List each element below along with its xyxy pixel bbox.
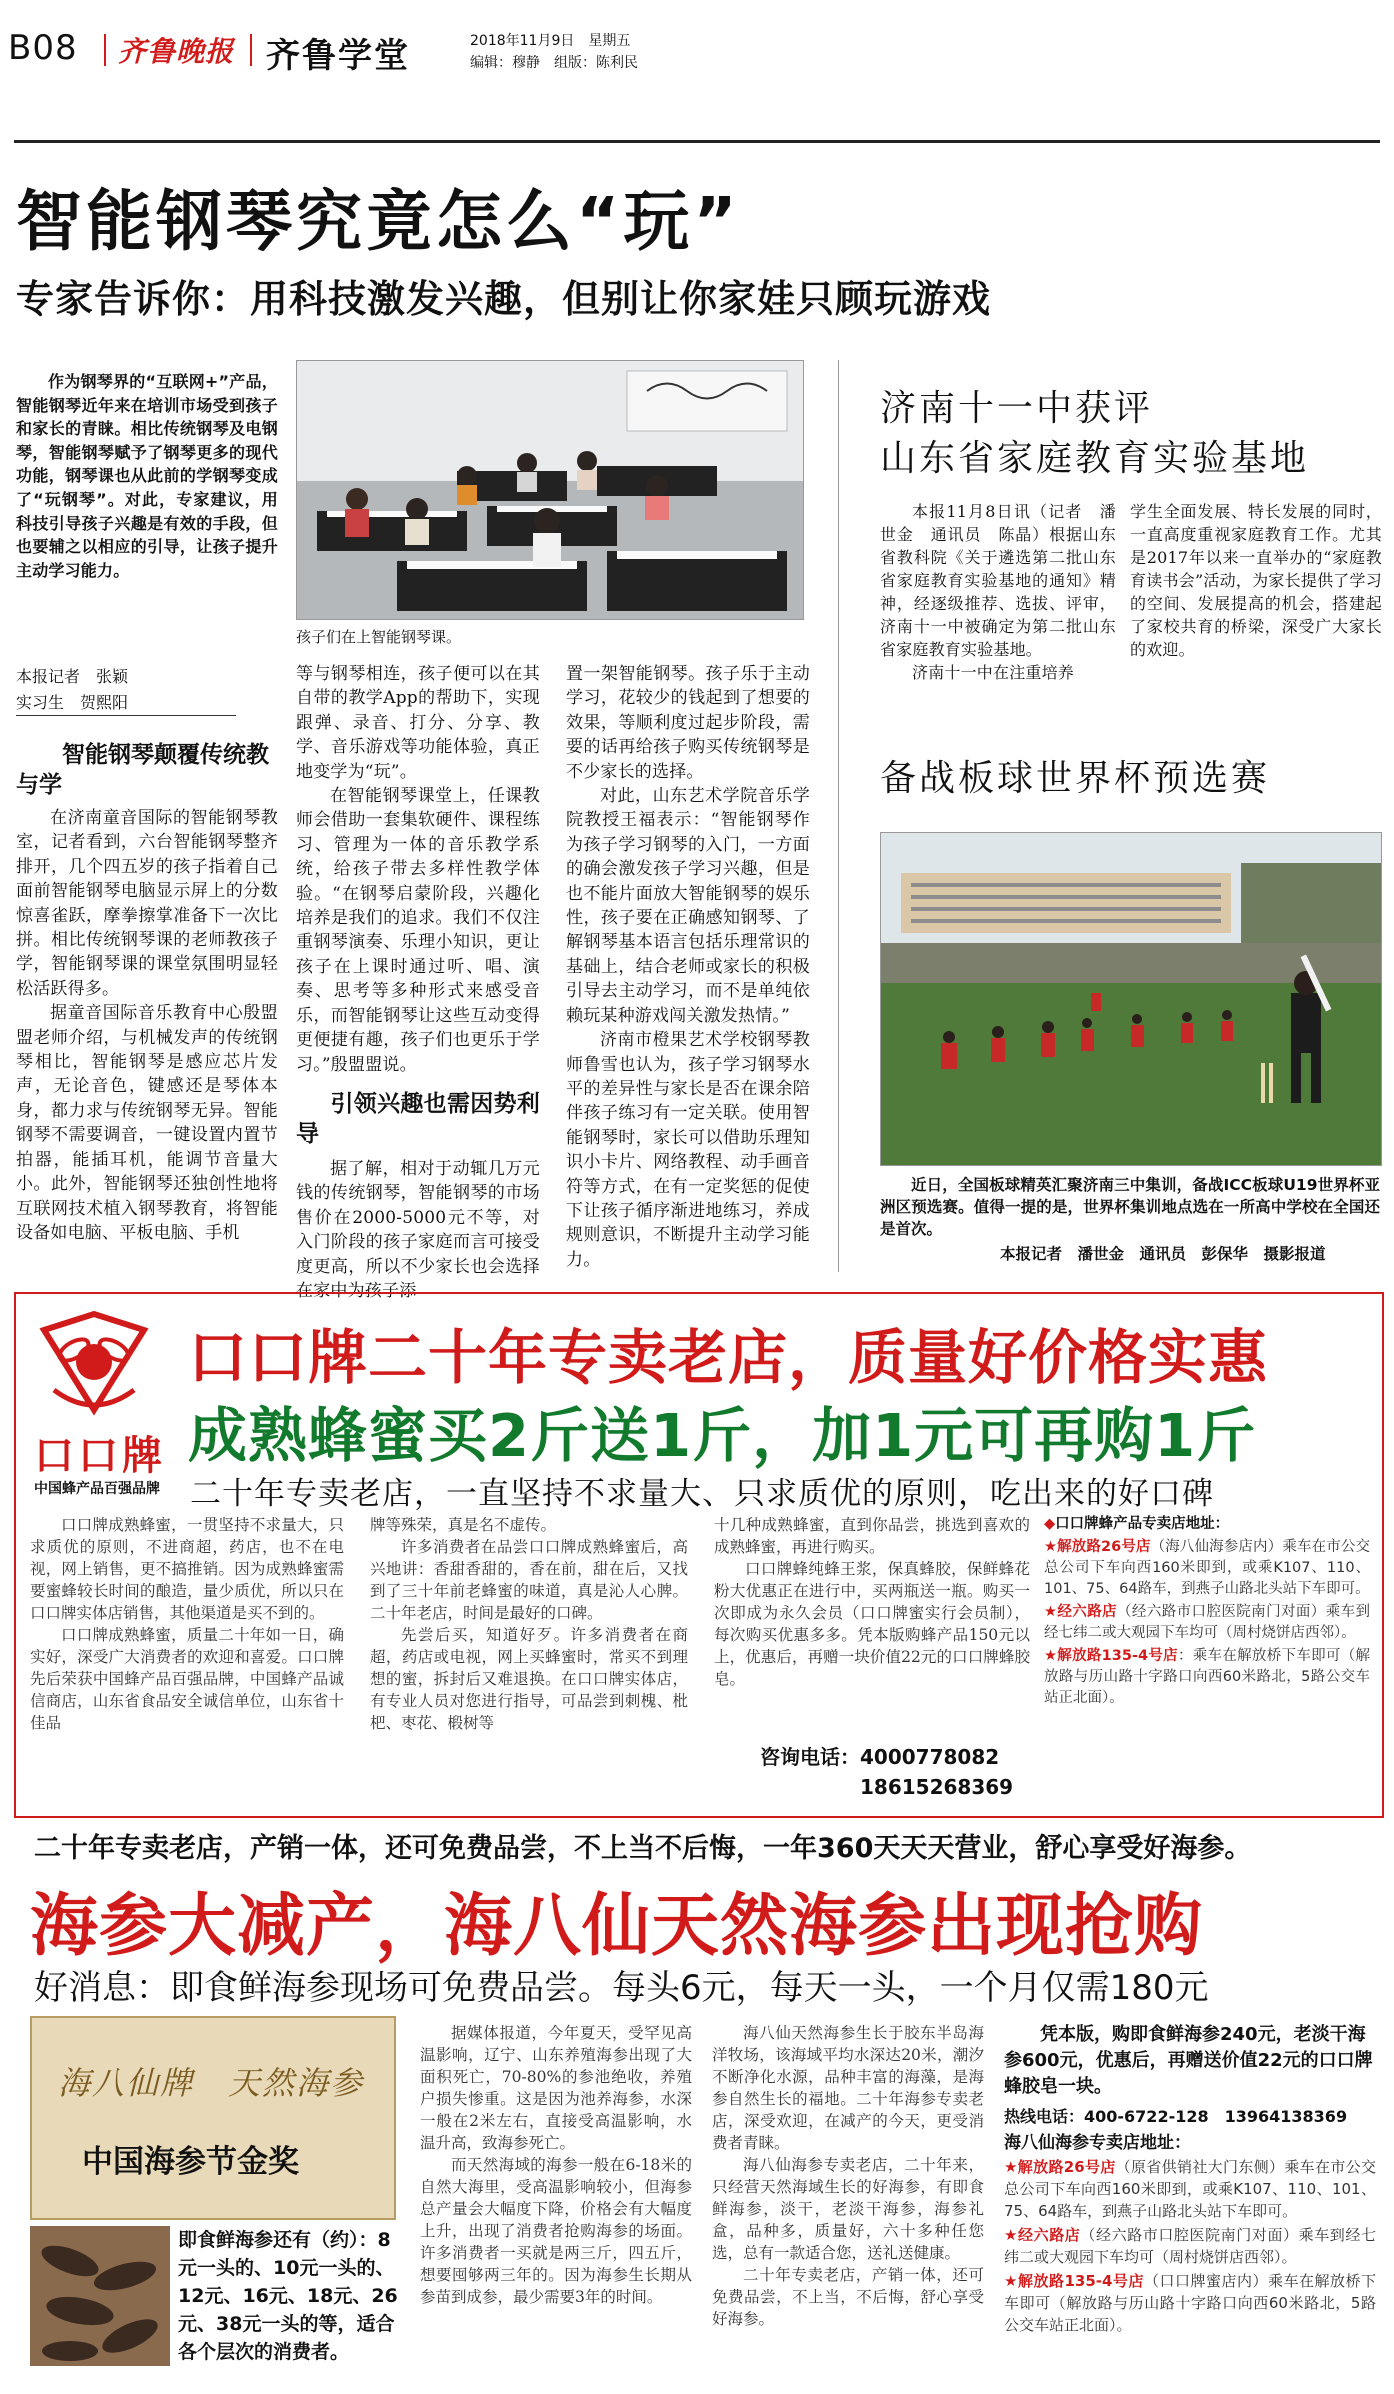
header-rule — [14, 140, 1380, 143]
ad2-col2-para2: 海八仙海参专卖老店，二十年来，只经营天然海域生长的好海参，有即食鲜海参，淡干，老淡干海参，海参礼盒，品种多，质量好，六十多种任您选，总有一款适合您，送礼送健康。 — [712, 2156, 984, 2262]
col1-para1: 在济南童音国际的智能钢琴教室，记者看到，六台智能钢琴整齐排开，几个四五岁的孩子指着自己面前智能钢琴电脑显示屏上的分数惊喜雀跃，摩拳擦掌准备下一次比拼。相比传统钢琴课的老师教孩子学，智能钢琴课的课堂氛围明显轻松活跃得多。 — [16, 808, 278, 999]
ad1-addr-title — [1044, 1514, 1370, 1535]
sea-cucumber-photo — [30, 2226, 170, 2366]
ad2-offer: 凭本版，购即食鲜海参240元，老淡干海参600元，优惠后，再赠送价值22元的口口牌蜂胶皂一块。 — [1004, 2024, 1373, 2097]
ad1-col1 — [30, 1514, 344, 1734]
photo-caption: 孩子们在上智能钢琴课。 — [296, 628, 462, 646]
ad2-addresses — [1004, 2132, 1376, 2338]
ad1-phone-label: 咨询电话： — [760, 1745, 860, 1769]
ad1-addr1-name: ★解放路26号店 — [1044, 1539, 1151, 1555]
news1-col1 — [880, 500, 1116, 684]
col2-para1: 等与钢琴相连，孩子便可以在其自带的教学App的帮助下，实现跟弹、录音、打分、分享、教学、音乐游戏等功能体验，真正地变学为“玩”。 — [296, 664, 540, 782]
ad1-phone1: 4000778082 — [860, 1745, 1000, 1769]
ad1-col2-para1: 牌等殊荣，真是名不虚传。 — [370, 1516, 557, 1534]
ad1-addr3-name: ★解放路135-4号店 — [1044, 1648, 1178, 1664]
col2-para2: 在智能钢琴课堂上，任课教师会借助一套集软硬件、课程练习、管理为一体的音乐教学系统，给孩子带去多样性教学体验。“在钢琴启蒙阶段，兴趣化培养是我们的追求。我们不仅注重钢琴演奏、乐理小知识，更让孩子在上课时通过听、唱、演奏、思考等多种形式来感受音乐，而智能钢琴让这些互动变得更便捷有趣，孩子们也更乐于学习。”殷盟盟说。 — [296, 786, 540, 1075]
section2-title: 引领兴趣也需因势利导 — [296, 1090, 540, 1147]
news1-title-line2: 山东省家庭教育实验基地 — [880, 438, 1310, 479]
ad1-logo — [34, 1310, 154, 1420]
ad1-phone-line — [760, 1742, 1013, 1772]
ad1-brand: 口口牌 — [34, 1433, 166, 1479]
ad1-addr2 — [1044, 1602, 1370, 1644]
ad1-phone2: 18615268369 — [860, 1775, 1014, 1799]
piano-class-photo — [296, 360, 804, 620]
col3-para2: 对此，山东艺术学院音乐学院教授王福表示：“智能钢琴作为孩子学习钢琴的入门，一方面的确会激发孩子学习兴趣，但是也不能片面放大智能钢琴的娱乐性，孩子要在正确感知钢琴、了解钢琴基本语言包括乐理常识的基础上，结合老师或家长的积极引导去主动学习，而不是单纯依赖玩某种游戏闯关激发热情。” — [566, 786, 810, 1026]
ad2-addr-title: 海八仙海参专卖店地址： — [1004, 2133, 1191, 2153]
ad2-addr3-text: （口口牌蜜店内）乘车在解放桥下车即可（解放路与历山路十字路口向西60米路北，5路公交车站正北面）。 — [1004, 2272, 1376, 2334]
byline-reporter: 本报记者 张颖 — [16, 667, 129, 686]
news1-para2: 济南十一中在注重培养 — [912, 663, 1075, 682]
ad2-banner: 二十年专卖老店，产销一体，还可免费品尝，不上当不后悔，一年360天天天营业，舒心享受好海参。 — [34, 1833, 1252, 1864]
editors-line: 编辑：穆静 组版：陈利民 — [470, 55, 638, 71]
ad2-addr1 — [1004, 2156, 1376, 2222]
article-col3 — [566, 662, 810, 1272]
ad1-col2-para3: 先尝后买，知道好歹。许多消费者在商超，药店或电视，网上买蜂蜜时，常买不到理想的蜜，拆封后又难退换。在口口牌实体店，有专业人员对您进行指导，可品尝到刺槐、枇杷、枣花、椴树等 — [370, 1626, 688, 1732]
ad1-col1-para2: 口口牌成熟蜂蜜，质量二十年如一日，确实好，深受广大消费者的欢迎和喜爱。口口牌先后荣获中国蜂产品百强品牌，中国蜂产品诚信商店，山东省食品安全诚信单位，山东省十佳品 — [30, 1626, 344, 1732]
ad2-col1 — [420, 2022, 692, 2308]
piano-class-illustration — [297, 361, 803, 619]
ad1-col2 — [370, 1514, 688, 1734]
article-col1 — [16, 806, 278, 1245]
section1-title: 智能钢琴颠覆传统教与学 — [16, 742, 269, 798]
ad2-addr3-name: ★解放路135-4号店 — [1004, 2272, 1144, 2290]
col3-para1: 置一架智能钢琴。孩子乐于主动学习，花较少的钱起到了想要的效果，等顺利度过起步阶段，需要的话再给孩子购买传统钢琴是不少家长的选择。 — [566, 664, 810, 782]
ad2-sign — [30, 2016, 396, 2220]
news2-title: 备战板球世界杯预选赛 — [880, 758, 1271, 799]
ad2-col2 — [712, 2022, 984, 2330]
lead-text: 作为钢琴界的“互联网+”产品，智能钢琴近年来在培训市场受到孩子和家长的青睐。相比传统钢琴及电钢琴，智能钢琴赋予了钢琴更多的现代功能，钢琴课也从此前的学钢琴变成了“玩钢琴”。对此，专家建议，用科技引导孩子兴趣是有效的手段，但也要辅之以相应的引导，让孩子提升主动学习能力。 — [16, 372, 278, 580]
ad1-addr2-name: ★经六路店 — [1044, 1604, 1118, 1620]
page-number: B08 — [8, 28, 78, 68]
ad1-addresses — [1044, 1514, 1370, 1711]
ad2-sign-brand: 海八仙牌 天然海参 — [58, 2064, 365, 2102]
diamond-icon: ◆ — [1044, 1516, 1056, 1532]
ad2-subline: 好消息：即食鲜海参现场可免费品尝。每头6元，每天一头，一个月仅需180元 — [34, 1968, 1209, 2008]
issue-date: 2018年11月9日 星期五 — [470, 33, 631, 49]
ad2-addr2 — [1004, 2224, 1376, 2268]
cricket-photo — [880, 832, 1382, 1166]
ad1-headline1: 口口牌二十年专卖老店，质量好价格实惠 — [188, 1323, 1269, 1392]
ad2-addr1-name: ★解放路26号店 — [1004, 2158, 1116, 2176]
ad2-addr2-text: （经六路市口腔医院南门对面）乘车到经七纬二或大观园下车均可（周村烧饼店西邻）。 — [1004, 2226, 1376, 2266]
col3-para3: 济南市橙果艺术学校钢琴教师鲁雪也认为，孩子学习钢琴水平的差异性与家长是否在课余陪伴孩子练习有一定关联。使用智能钢琴时，家长可以借助乐理知识小卡片、网络教程、动手画音符等方式，在有一定奖惩的促使下让孩子循序渐进地练习，养成规则意识，不断提升主动学习能力。 — [566, 1030, 810, 1270]
ad1-phone-block — [760, 1742, 1013, 1802]
article-col2 — [296, 662, 540, 1303]
news2-credits: 本报记者 潘世金 通讯员 彭保华 摄影报道 — [1000, 1245, 1326, 1263]
ad2-col2-para3: 二十年专卖老店，产销一体，还可免费品尝，不上当，不后悔，舒心享受好海参。 — [712, 2266, 984, 2328]
ad1-addr2-text: （经六路市口腔医院南门对面）乘车到经七纬二或大观园下车均可（周村烧饼店西邻）。 — [1044, 1604, 1371, 1641]
ad2-col1-para2: 而天然海域的海参一般在6-18米的自然大海里，受高温影响较小，但海参总产量会大幅度下降，价格会有大幅度上升，出现了消费者抢购海参的场面。许多消费者一买就是两三斤，四五斤，想要囤够两三年的。因为海参生长期从参苗到成参，最少需要3年的时间。 — [420, 2156, 692, 2306]
ad2-headline: 海参大减产，海八仙天然海参出现抢购 — [30, 1887, 1204, 1966]
ad2-col2-para1: 海八仙天然海参生长于胶东半岛海洋牧场，该海域平均水深达20米，潮汐不断净化水源，品种丰富的海藻，是海参自然生长的福地。二十年海参专卖老店，深受欢迎，在减产的今天，更受消费者青睐。 — [712, 2024, 984, 2152]
news1-para1: 本报11月8日讯（记者 潘世金 通讯员 陈晶）根据山东省教科院《关于遴选第二批山东省家庭教育实验基地的通知》精神，经逐级推荐、选拔、评审，济南十一中被确定为第二批山东省家庭教育实验基地。 — [880, 502, 1116, 659]
lead-paragraph — [16, 370, 278, 582]
news1-para3: 学生全面发展、特长发展的同时，一直高度重视家庭教育工作。尤其是2017年以来一直举办的“家庭教育读书会”活动，为家长提供了学习的空间、发展提高的机会，搭建起了家校共育的桥梁，深受广大家长的欢迎。 — [1130, 502, 1382, 659]
ad1-col3-para1: 十几种成熟蜂蜜，直到你品尝，挑选到喜欢的成熟蜂蜜，再进行购买。 — [714, 1516, 1030, 1556]
ad1-col3-para2: 口口牌蜂纯蜂王浆，保真蜂胶，保鲜蜂花粉大优惠正在进行中，买两瓶送一瓶。购买一次即成为永久会员（口口牌蜜实行会员制），每次购买优惠多多。凭本版购蜂产品150元以上，优惠后，再赠一块价值22元的口口牌蜂胶皂。 — [714, 1560, 1030, 1688]
byline-intern: 实习生 贺熙阳 — [16, 690, 236, 716]
bee-logo-icon — [34, 1310, 154, 1420]
main-subheadline: 专家告诉你：用科技激发兴趣，但别让你家娃只顾玩游戏 — [16, 277, 992, 321]
ad2-addr2-name: ★经六路店 — [1004, 2226, 1081, 2244]
ad1-headline2: 成熟蜂蜜买2斤送1斤，加1元可再购1斤 — [188, 1401, 1257, 1470]
ad1-tagline: 二十年专卖老店，一直坚持不求量大、只求质优的原则，吃出来的好口碑 — [190, 1476, 1214, 1512]
ad1-addr3 — [1044, 1646, 1370, 1709]
ad1-addr1-text: （海八仙海参店内）乘车在市公交总公司下车向西160米即到，或乘K107、110、101、75、64路车，到燕子山路北头站下车即可。 — [1044, 1539, 1370, 1597]
ad2-addr1-text: （原省供销社大门东侧）乘车在市公交总公司下车向西160米即到，或乘K107、110、101、75、64路车，到燕子山路北头站下车即可。 — [1004, 2158, 1376, 2220]
ad1-col2-para2: 许多消费者在品尝口口牌成熟蜂蜜后，高兴地讲：香甜香甜的，香在前，甜在后，又找到了三十年前老蜂蜜的味道，真是沁人心脾。二十年老店，时间是最好的口碑。 — [370, 1538, 688, 1622]
news1-col2 — [1130, 500, 1382, 661]
ad1-col1-para1: 口口牌成熟蜂蜜，一贯坚持不求量大，只求质优的原则，不进商超，药店，也不在电视，网上销售，更不搞推销。因为成熟蜂蜜需要蜜蜂较长时间的酿造，量少质优，所以只在口口牌实体店销售，其他渠道是买不到的。 — [30, 1516, 344, 1622]
news2-caption — [880, 1174, 1380, 1240]
ad2-hotline: 热线电话：400-6722-128 13964138369 — [1004, 2107, 1348, 2126]
news1-title-line1: 济南十一中获评 — [880, 388, 1154, 429]
column-divider — [838, 360, 839, 1272]
ad1-col3 — [714, 1514, 1030, 1690]
header-divider-1 — [104, 34, 106, 66]
col2-para3: 据了解，相对于动辄几万元钱的传统钢琴，智能钢琴的市场售价在2000-5000元不等，对入门阶段的孩子家庭而言可接受度更高，所以不少家长也会选择在家中为孩子添 — [296, 1158, 540, 1301]
ad2-col1-para1: 据媒体报道，今年夏天，受罕见高温影响，辽宁、山东养殖海参出现了大面积死亡，70-80%的参池绝收，养殖户损失惨重。这是因为池养海参，水深一般在2米左右，直接受高温影响，水温升高，致海参死亡。 — [420, 2024, 692, 2152]
paper-name-logo: 齐鲁晚报 — [118, 35, 235, 68]
col1-para2: 据童音国际音乐教育中心殷盟盟老师介绍，与机械发声的传统钢琴相比，智能钢琴是感应芯片发声，无论音色，键感还是琴体本身，都力求与传统钢琴无异。智能钢琴不需要调音，一键设置内置节拍器，能插耳机，能调节音量大小。此外，智能钢琴还独创性地将互联网技术植入钢琴教育，将智能设备如电脑、平板电脑、手机 — [16, 1003, 278, 1243]
main-headline: 智能钢琴究竟怎么“玩” — [16, 183, 741, 260]
ad1-addr3-text: ：乘车在解放桥下车即可（解放路与历山路十字路口向西60米路北，5路公交车站正北面）。 — [1044, 1648, 1371, 1706]
sea-cucumber-illustration — [30, 2226, 170, 2366]
ad1-addr1 — [1044, 1537, 1370, 1600]
ad2-prices: 即食鲜海参还有（约）：8元一头的、10元一头的、12元、16元、18元、26元、38元一头的等，适合各个层次的消费者。 — [178, 2229, 398, 2363]
ad1-brand-note: 中国蜂产品百强品牌 — [34, 1481, 160, 1497]
ad2-addr3 — [1004, 2270, 1376, 2336]
ad1-addr-title-text: 口口牌蜂产品专卖店地址： — [1055, 1516, 1230, 1532]
header-divider-2 — [250, 34, 252, 66]
news2-caption-text: 近日，全国板球精英汇聚济南三中集训，备战ICC板球U19世界杯亚洲区预选赛。值得一提的是，世界杯集训地点选在一所高中学校在全国还是首次。 — [880, 1176, 1380, 1238]
ad2-award: 中国海参节金奖 — [82, 2144, 299, 2180]
section-title: 齐鲁学堂 — [266, 36, 410, 76]
cricket-training-illustration — [881, 833, 1381, 1165]
